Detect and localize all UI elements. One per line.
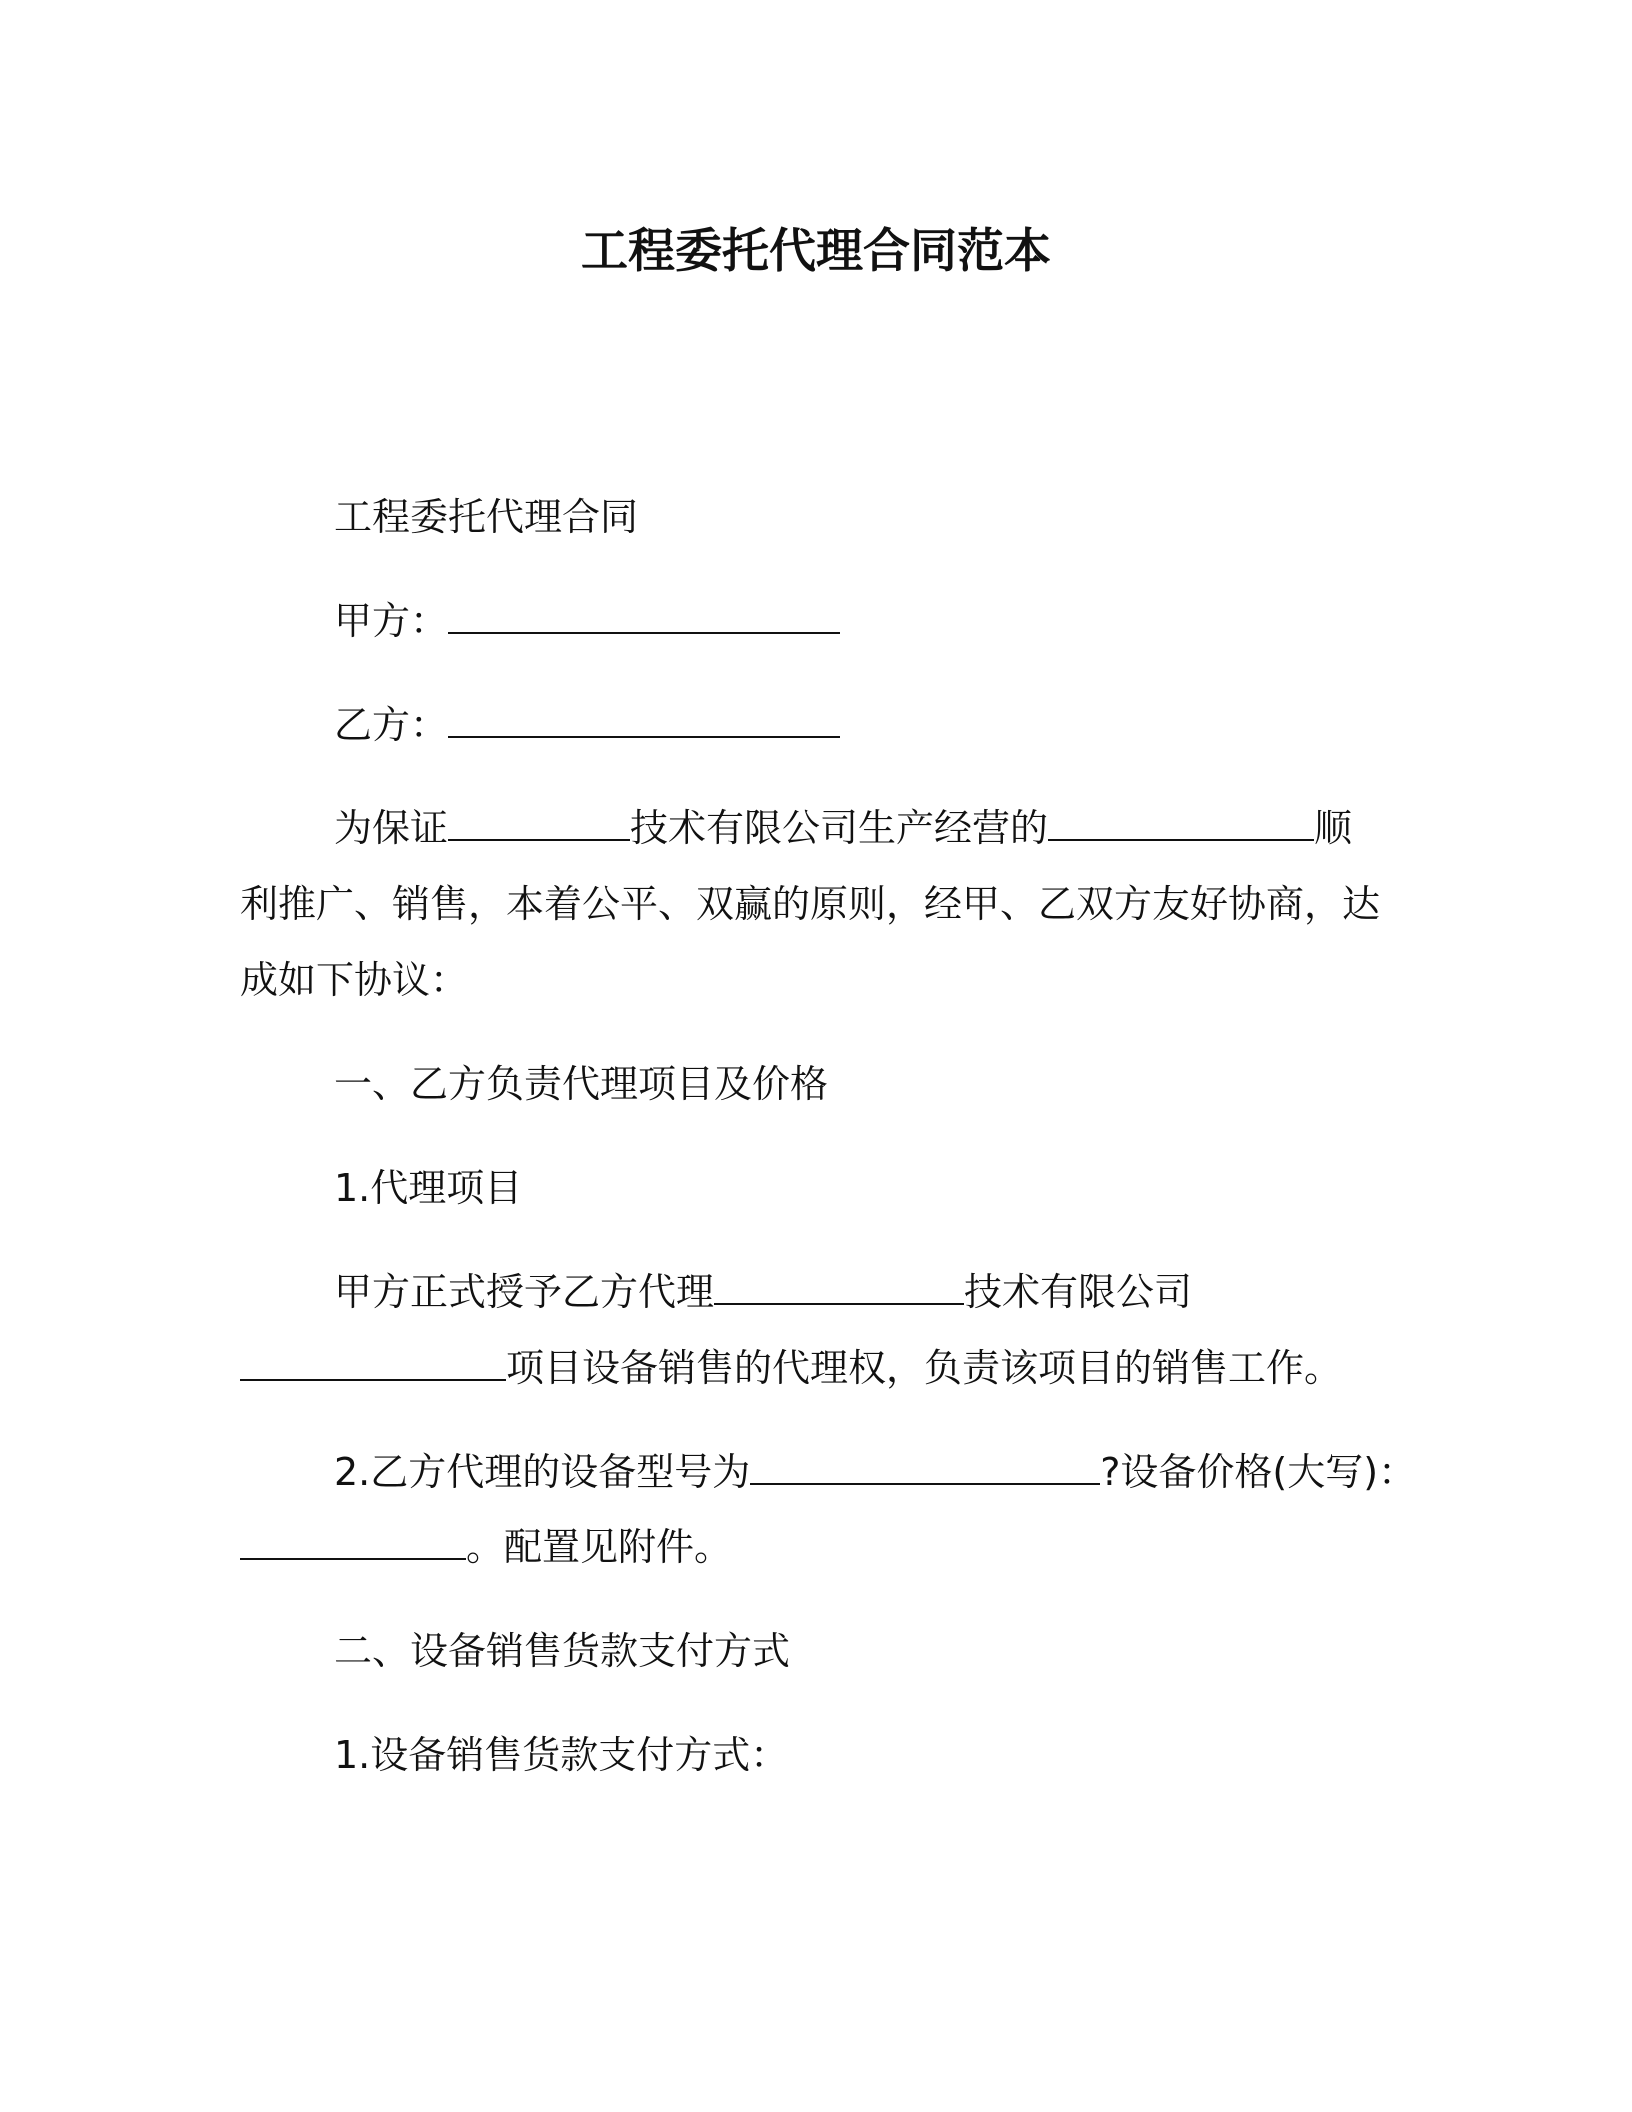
intro-text-1c: 顺: [1314, 806, 1353, 850]
intro-line-2: 利推广、销售，本着公平、双赢的原则，经甲、乙双方友好协商，达: [240, 882, 1381, 926]
agency-project-blank: [240, 1345, 506, 1381]
party-b-line: [334, 700, 840, 750]
party-a-line: [334, 596, 840, 646]
section-1-item-2-line-1: [334, 1447, 1416, 1497]
section-1-item-1-title: 1.代理项目: [334, 1166, 523, 1210]
section-1-item-2-line-2: [240, 1522, 732, 1572]
section-1-title: 一、乙方负责代理项目及价格: [334, 1062, 829, 1106]
agency-text-2: 项目设备销售的代理权，负责该项目的销售工作。: [506, 1346, 1343, 1390]
intro-line-3: 成如下协议：: [240, 958, 469, 1002]
party-b-blank: [448, 702, 840, 738]
intro-text-1a: 为保证: [334, 806, 449, 850]
party-a-blank: [448, 598, 840, 634]
intro-line-1: [334, 803, 1352, 853]
document-title: 工程委托代理合同范本: [581, 224, 1051, 279]
model-text-1a: 2.乙方代理的设备型号为: [334, 1450, 751, 1494]
model-number-blank: [750, 1449, 1100, 1485]
price-blank: [240, 1524, 466, 1560]
model-text-2: 。配置见附件。: [466, 1525, 733, 1569]
company-name-blank: [448, 805, 630, 841]
section-1-item-1-line-1: [334, 1267, 1192, 1317]
party-b-label: 乙方：: [334, 703, 449, 747]
section-2-title: 二、设备销售货款支付方式: [334, 1629, 791, 1673]
section-1-item-1-line-2: [240, 1343, 1342, 1393]
product-name-blank: [1048, 805, 1314, 841]
section-2-item-1-title: 1.设备销售货款支付方式：: [334, 1733, 789, 1777]
party-a-label: 甲方：: [334, 599, 449, 643]
agency-text-1a: 甲方正式授予乙方代理: [334, 1270, 715, 1314]
intro-text-1b: 技术有限公司生产经营的: [630, 806, 1049, 850]
agency-company-blank: [714, 1269, 964, 1305]
model-text-1b: ?设备价格(大写)：: [1100, 1450, 1417, 1494]
agency-text-1b: 技术有限公司: [964, 1270, 1193, 1314]
contract-heading: 工程委托代理合同: [334, 495, 639, 539]
